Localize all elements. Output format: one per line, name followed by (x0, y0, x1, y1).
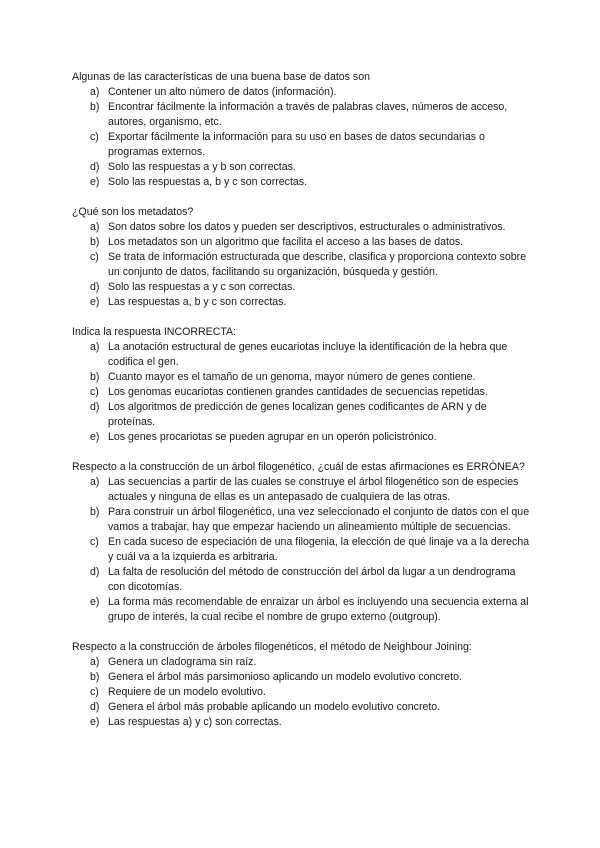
option-letter: e) (90, 716, 100, 728)
option-text: Son datos sobre los datos y pueden ser descriptivos, estructurales o administrativos. (108, 221, 506, 233)
option-item (72, 130, 532, 160)
question-5 (72, 640, 532, 730)
option-letter: a) (90, 341, 100, 353)
option-letter: c) (90, 536, 99, 548)
option-letter: c) (90, 386, 99, 398)
option-text: La falta de resolución del método de construcción del árbol da lugar a un dendrograma con dicotomías. (108, 566, 516, 593)
option-text: Para construir un árbol filogenético, una vez seleccionado el conjunto de datos con el que vamos a trabajar, hay que empezar haciendo un alineamiento múltiple de secuencias. (108, 506, 530, 533)
option-item (72, 280, 532, 295)
question-prompt: Respecto a la construcción de árboles filogenéticos, el método de Neighbour Joining: (72, 641, 472, 653)
option-text: Solo las respuestas a y b son correctas. (108, 161, 296, 173)
option-letter: c) (90, 686, 99, 698)
option-item (72, 670, 532, 685)
option-letter: a) (90, 221, 100, 233)
option-letter: d) (90, 566, 100, 578)
option-text: Solo las respuestas a y c son correctas. (108, 281, 296, 293)
option-item (72, 175, 532, 190)
option-letter: d) (90, 281, 100, 293)
options-list (72, 220, 532, 310)
option-text: La forma más recomendable de enraizar un árbol es incluyendo una secuencia externa al grupo de interés, la cual recibe el nombre de grupo externo (outgroup). (108, 596, 529, 623)
option-letter: b) (90, 101, 100, 113)
document-page (72, 70, 532, 745)
option-letter: a) (90, 86, 100, 98)
option-letter: c) (90, 251, 99, 263)
question-prompt: Algunas de las características de una buena base de datos son (72, 71, 371, 83)
option-letter: b) (90, 371, 100, 383)
option-letter: a) (90, 476, 100, 488)
option-text: Genera el árbol más probable aplicando un modelo evolutivo concreto. (108, 701, 441, 713)
question-1 (72, 70, 532, 190)
option-item (72, 220, 532, 235)
option-item (72, 100, 532, 130)
option-text: Las respuestas a) y c) son correctas. (108, 716, 282, 728)
option-text: Genera un cladograma sin raíz. (108, 656, 257, 668)
option-item (72, 655, 532, 670)
option-item (72, 385, 532, 400)
options-list (72, 85, 532, 190)
option-item (72, 400, 532, 430)
question-prompt: Respecto a la construcción de un árbol filogenético, ¿cuál de estas afirmaciones es ERRÓNEA? (72, 461, 525, 473)
option-letter: e) (90, 596, 100, 608)
option-text: Genera el árbol más parsimonioso aplicando un modelo evolutivo concreto. (108, 671, 462, 683)
option-letter: d) (90, 161, 100, 173)
option-text: Los genes procariotas se pueden agrupar en un operón policistrónico. (108, 431, 437, 443)
option-text: Las respuestas a, b y c son correctas. (108, 296, 287, 308)
option-item (72, 565, 532, 595)
option-item (72, 685, 532, 700)
option-item (72, 370, 532, 385)
option-text: Encontrar fácilmente la información a través de palabras claves, números de acceso, autores, organismo, etc. (108, 101, 508, 128)
option-text: Las secuencias a partir de las cuales se construye el árbol filogenético son de especies actuales y ninguna de ellas es un antepasado de cualquiera de las otras. (108, 476, 519, 503)
option-item (72, 700, 532, 715)
options-list (72, 475, 532, 625)
option-text: La anotación estructural de genes eucariotas incluye la identificación de la hebra que codifica el gen. (108, 341, 508, 368)
option-text: Los algoritmos de predicción de genes localizan genes codificantes de ARN y de proteínas. (108, 401, 487, 428)
question-prompt: ¿Qué son los metadatos? (72, 206, 194, 218)
option-letter: e) (90, 176, 100, 188)
option-letter: e) (90, 431, 100, 443)
option-item (72, 340, 532, 370)
option-item (72, 295, 532, 310)
question-4 (72, 460, 532, 625)
option-text: Exportar fácilmente la información para su uso en bases de datos secundarias o programas externos. (108, 131, 485, 158)
option-item (72, 535, 532, 565)
option-letter: c) (90, 131, 99, 143)
options-list (72, 340, 532, 445)
option-text: Cuanto mayor es el tamaño de un genoma, mayor número de genes contiene. (108, 371, 476, 383)
option-letter: d) (90, 401, 100, 413)
option-item (72, 250, 532, 280)
option-letter: a) (90, 656, 100, 668)
option-item (72, 430, 532, 445)
option-text: Los genomas eucariotas contienen grandes cantidades de secuencias repetidas. (108, 386, 488, 398)
question-2 (72, 205, 532, 310)
option-text: Los metadatos son un algoritmo que facilita el acceso a las bases de datos. (108, 236, 464, 248)
option-item (72, 475, 532, 505)
option-text: Requiere de un modelo evolutivo. (108, 686, 266, 698)
option-text: En cada suceso de especiación de una filogenia, la elección de qué linaje va a la derecha y cuál va a la izquierda es arbitraria. (108, 536, 530, 563)
option-text: Se trata de información estructurada que describe, clasifica y proporciona contexto sobre un conjunto de datos, facilitando su organización, búsqueda y gestión. (108, 251, 527, 278)
option-item (72, 715, 532, 730)
question-prompt: Indica la respuesta INCORRECTA: (72, 326, 237, 338)
option-item (72, 235, 532, 250)
options-list (72, 655, 532, 730)
option-text: Solo las respuestas a, b y c son correctas. (108, 176, 308, 188)
option-item (72, 160, 532, 175)
option-text: Contener un alto número de datos (información). (108, 86, 337, 98)
option-item (72, 505, 532, 535)
option-letter: b) (90, 506, 100, 518)
option-item (72, 85, 532, 100)
option-letter: d) (90, 701, 100, 713)
question-3 (72, 325, 532, 445)
option-letter: b) (90, 671, 100, 683)
option-letter: e) (90, 296, 100, 308)
option-item (72, 595, 532, 625)
option-letter: b) (90, 236, 100, 248)
